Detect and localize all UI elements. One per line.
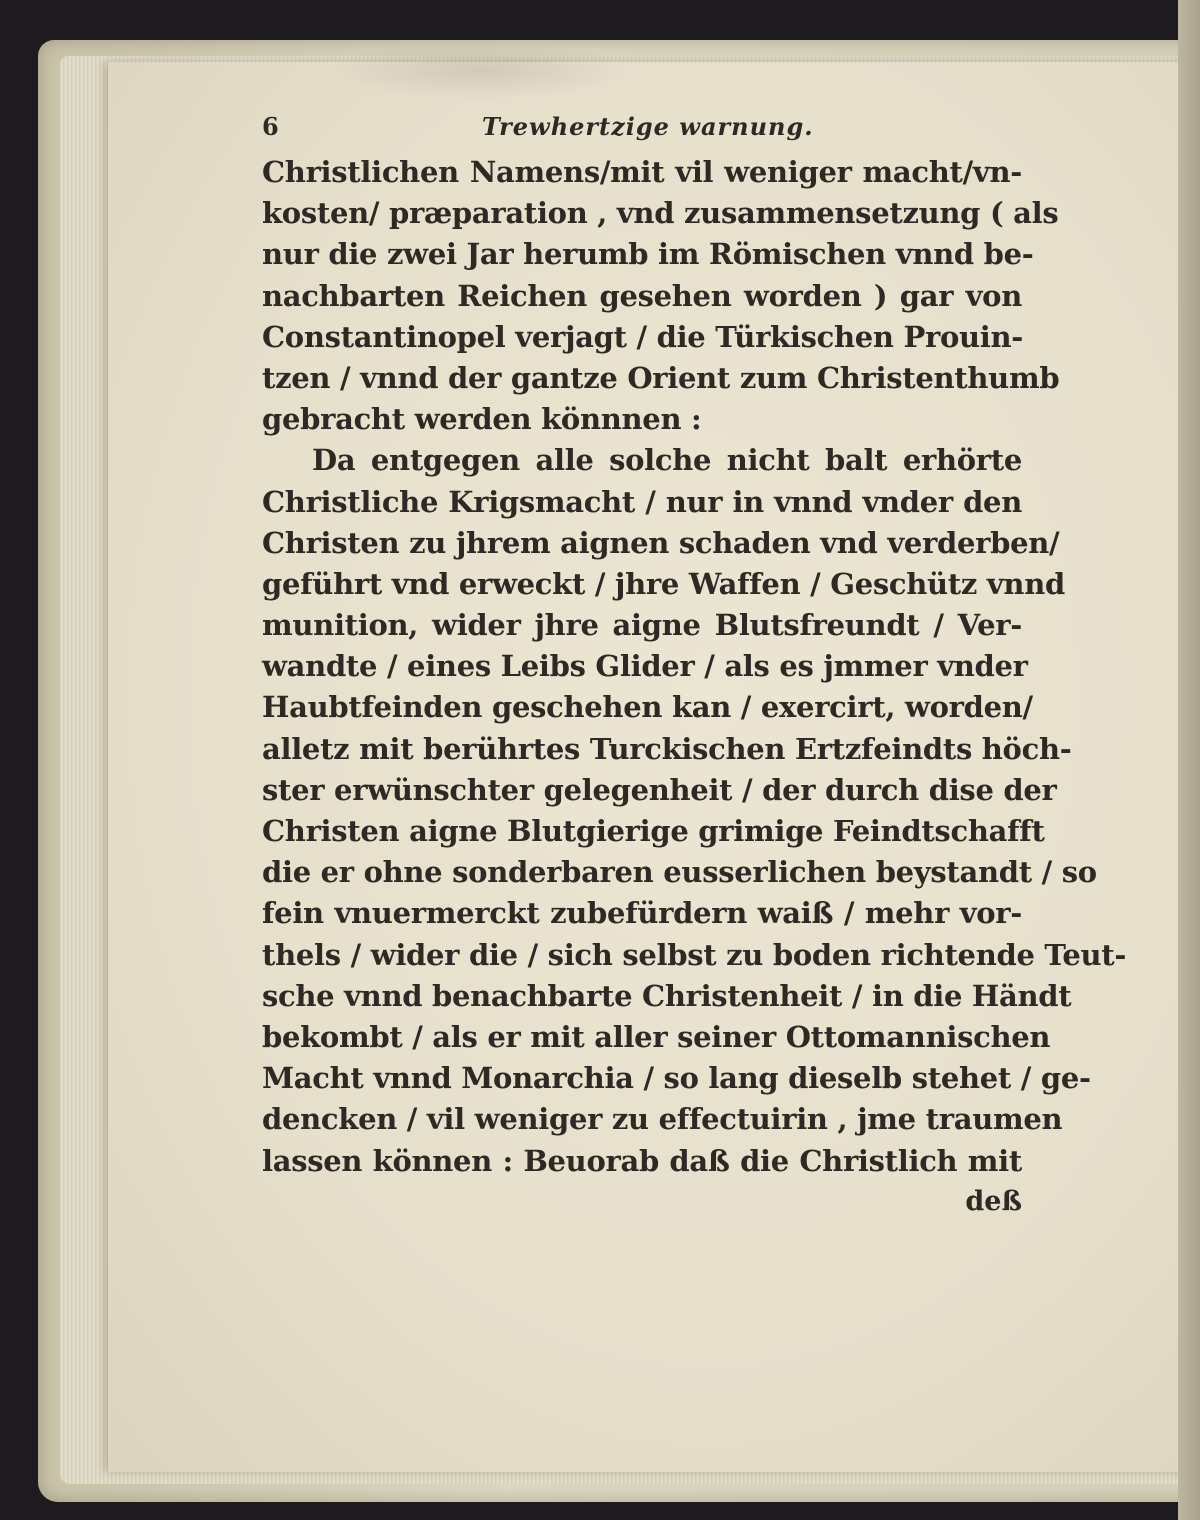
text-line: dencken / vil weniger zu effectuirin , jme traumen: [262, 1102, 1063, 1137]
text-line: gebracht werden könnnen :: [262, 402, 702, 437]
text-line: geführt vnd erweckt / jhre Waffen / Geschütz vnnd: [262, 566, 1065, 601]
text-line: Christen aigne Blutgierige grimige Feindtschafft: [262, 814, 1045, 848]
text-line: tzen / vnnd der gantze Orient zum Christenthumb: [262, 360, 1060, 395]
text-line: kosten/ præparation , vnd zusammensetzung ( als: [262, 196, 1059, 231]
text-line: die er ohne sonderbaren eusserlichen beystandt / so: [262, 855, 1097, 890]
running-head: [262, 108, 1022, 152]
ink-smudge: [330, 40, 630, 100]
text-line: wandte / eines Leibs Glider / als es jmmer vnder: [262, 649, 1028, 684]
text-line: sche vnnd benachbarte Christenheit / in die Händt: [262, 978, 1072, 1013]
text-line: Macht vnnd Monarchia / so lang dieselb stehet / ge-: [262, 1061, 1091, 1096]
page-text-block: [262, 108, 1127, 1222]
catchword: deß: [965, 1185, 1022, 1217]
text-line: thels / wider die / sich selbst zu boden richtende Teut-: [262, 937, 1127, 972]
running-head-title: Trewhertzige warnung.: [482, 112, 814, 141]
text-line: Christlichen Namens/mit vil weniger macht/vn-: [262, 155, 1022, 189]
page-number: 6: [262, 112, 280, 141]
text-line: Christliche Krigsmacht / nur in vnnd vnder den: [262, 484, 1022, 519]
paragraph-start-line: Da entgegen alle solche nicht balt erhörte: [312, 443, 1022, 478]
text-line: nur die zwei Jar herumb im Römischen vnnd be-: [262, 237, 1034, 272]
text-line: Constantinopel verjagt / die Türkischen Prouin-: [262, 319, 1024, 354]
text-line: nachbarten Reichen gesehen worden ) gar von: [262, 278, 1022, 313]
facing-page-edge: [1178, 0, 1200, 1520]
text-line: Haubtfeinden geschehen kan / exercirt, worden/: [262, 690, 1033, 725]
text-line: bekombt / als er mit aller seiner Ottomannischen: [262, 1019, 1051, 1054]
text-line: Christen zu jhrem aignen schaden vnd verderben/: [262, 525, 1060, 560]
text-line: lassen können : Beuorab daß die Christlich mit: [262, 1143, 1022, 1178]
text-line: fein vnuermerckt zubefürdern waiß / mehr vor-: [262, 896, 1022, 931]
text-line: alletz mit berührtes Turckischen Ertzfeindts höch-: [262, 731, 1072, 766]
text-line: ster erwünschter gelegenheit / der durch dise der: [262, 772, 1057, 807]
text-line: munition, wider jhre aigne Blutsfreundt / Ver-: [262, 608, 1022, 643]
